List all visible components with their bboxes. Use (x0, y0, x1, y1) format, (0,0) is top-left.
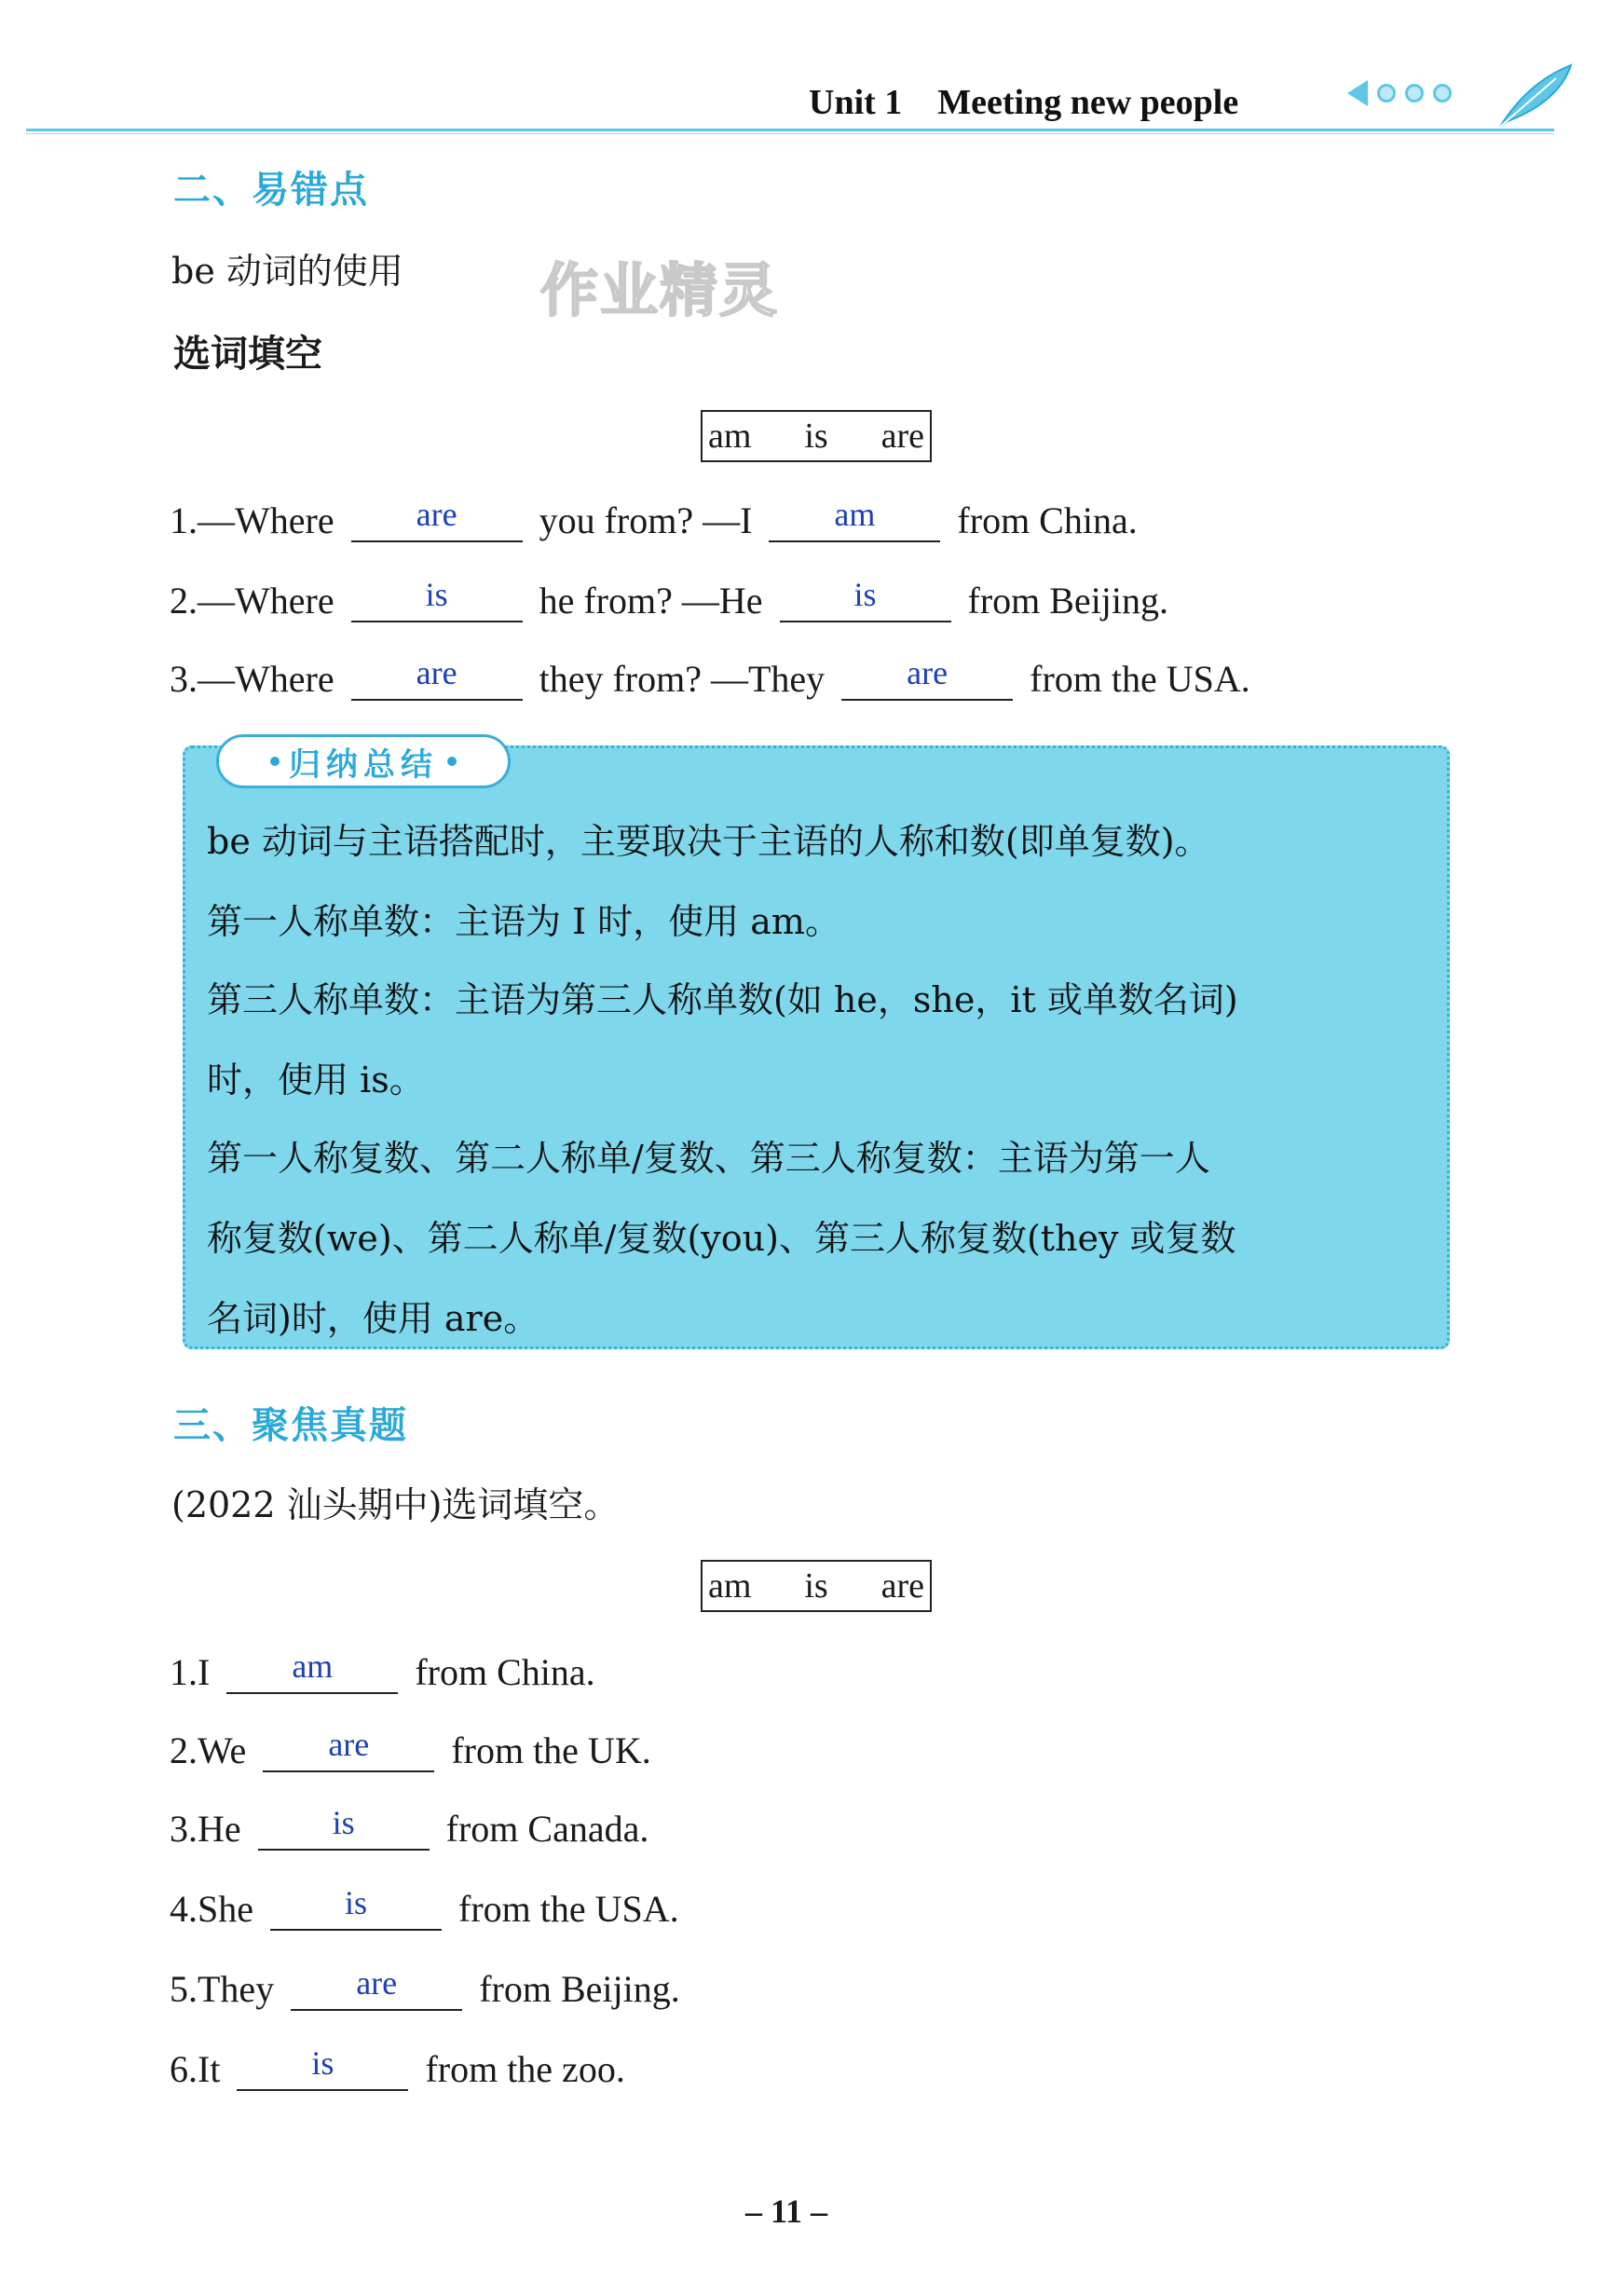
dot-icon (1377, 84, 1396, 102)
answer-blank[interactable]: is (351, 574, 523, 622)
answer-blank[interactable]: are (351, 494, 523, 542)
triangle-icon (1347, 80, 1368, 106)
answer-blank[interactable]: is (258, 1802, 430, 1851)
answer-blank[interactable]: am (769, 494, 940, 542)
question-row (170, 574, 1168, 622)
answer-blank[interactable]: is (270, 1882, 442, 1931)
word-box (701, 1560, 932, 1612)
question-row (170, 652, 1250, 701)
word-option: is (804, 1566, 828, 1606)
watermark-text: 作业精灵 (540, 256, 780, 324)
question-text: you from? —I (539, 499, 753, 541)
question-text: —Where (198, 580, 334, 622)
question-subject: We (198, 1729, 247, 1771)
question-text: from the UK. (451, 1729, 651, 1771)
question-text: from Canada. (445, 1808, 649, 1850)
word-option: are (880, 1566, 924, 1606)
question-text: from Beijing. (479, 1968, 680, 2010)
answer-blank[interactable]: are (291, 1962, 462, 2011)
header-decoration (1347, 80, 1452, 106)
instruction-past-exam: (2022 汕头期中)选词填空。 (171, 1484, 620, 1525)
question-text: from the zoo. (425, 2048, 625, 2090)
word-box (701, 410, 932, 462)
question-number: 1. (170, 499, 198, 541)
question-row (170, 1962, 680, 2011)
answer-blank[interactable]: are (263, 1724, 434, 1772)
question-text: —Where (198, 658, 334, 700)
question-number: 4. (170, 1888, 198, 1930)
header-rule-thin (26, 133, 1554, 134)
question-number: 1. (170, 1651, 198, 1693)
instruction-choose-words: 选词填空 (173, 333, 322, 376)
summary-line: 第一人称单数：主语为 I 时，使用 am。 (207, 901, 840, 942)
question-number: 3. (170, 1808, 198, 1850)
summary-line: be 动词与主语搭配时，主要取决于主语的人称和数(即单复数)。 (207, 821, 1210, 862)
page-header-title: Unit 1 Meeting new people (809, 83, 1239, 122)
question-number: 5. (170, 1968, 198, 2010)
answer-blank[interactable]: are (351, 652, 523, 701)
word-option: am (708, 417, 752, 456)
summary-line: 时，使用 is。 (207, 1059, 425, 1100)
feather-icon (1491, 60, 1575, 134)
question-subject: She (198, 1888, 253, 1930)
section-title-errors: 二、易错点 (173, 169, 369, 212)
question-text: from the USA. (458, 1888, 679, 1930)
summary-line: 称复数(we)、第二人称单/复数(you)、第三人称复数(they 或复数 (207, 1218, 1236, 1259)
answer-blank[interactable]: am (226, 1646, 398, 1694)
answer-blank[interactable]: is (237, 2043, 408, 2091)
question-text: from the USA. (1030, 658, 1250, 700)
page-number: – 11 – (745, 2193, 828, 2230)
answer-blank[interactable]: is (780, 574, 951, 622)
dot-icon (270, 757, 280, 766)
question-text: from China. (415, 1651, 595, 1693)
header-rule (26, 129, 1554, 131)
question-number: 2. (170, 580, 198, 622)
word-option: are (880, 417, 924, 456)
question-subject: They (198, 1968, 275, 2010)
question-text: from China. (957, 499, 1138, 541)
summary-line: 第三人称单数：主语为第三人称单数(如 he，she，it 或单数名词) (207, 979, 1238, 1020)
summary-tag (216, 734, 511, 788)
answer-blank[interactable]: are (841, 652, 1013, 701)
summary-tag-label: 归纳总结 (289, 745, 438, 784)
question-subject: It (198, 2048, 221, 2090)
section-topic: be 动词的使用 (171, 251, 403, 292)
section-title-focus: 三、聚焦真题 (173, 1404, 408, 1447)
question-text: he from? —He (539, 580, 763, 622)
question-number: 6. (170, 2048, 198, 2090)
question-row (170, 1724, 651, 1772)
question-text: they from? —They (539, 658, 826, 700)
dot-icon (447, 757, 457, 766)
question-row (170, 494, 1138, 542)
question-subject: I (198, 1651, 211, 1693)
question-text: —Where (198, 499, 334, 541)
question-row (170, 1802, 648, 1851)
summary-line: 第一人称复数、第二人称单/复数、第三人称复数：主语为第一人 (207, 1138, 1210, 1179)
summary-line: 名词)时，使用 are。 (207, 1298, 539, 1339)
question-row (170, 1882, 679, 1931)
word-option: am (708, 1566, 752, 1606)
question-number: 2. (170, 1729, 198, 1771)
word-option: is (804, 417, 828, 456)
question-number: 3. (170, 658, 198, 700)
dot-icon (1433, 84, 1452, 102)
question-text: from Beijing. (967, 580, 1169, 622)
question-subject: He (198, 1808, 241, 1850)
dot-icon (1405, 84, 1424, 102)
question-row (170, 1646, 595, 1694)
question-row (170, 2043, 625, 2091)
